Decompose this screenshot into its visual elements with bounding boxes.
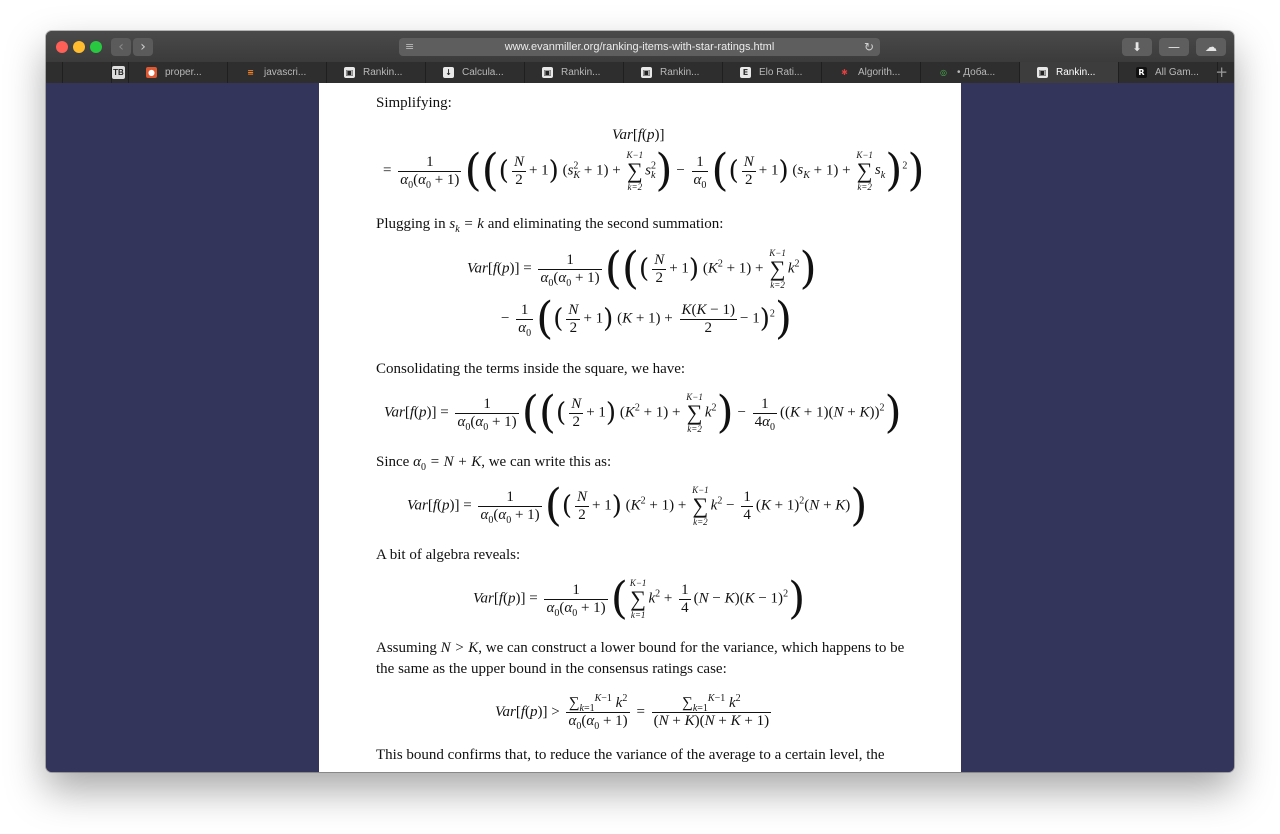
- pinned-tab[interactable]: [46, 62, 63, 83]
- tab-label: Rankin...: [561, 67, 601, 78]
- browser-toolbar: [46, 31, 1234, 63]
- downloads-button[interactable]: ⬇: [1122, 38, 1152, 56]
- cloud-tabs-button[interactable]: ☁: [1196, 38, 1226, 56]
- r-logo-icon: R: [1136, 67, 1147, 78]
- paragraph-plugging: Plugging in $s_k = k$ and eliminating the second summation:: [376, 216, 724, 235]
- algorithm-icon: ✱: [839, 67, 850, 78]
- close-window-button[interactable]: [56, 41, 68, 53]
- browser-tab[interactable]: [624, 62, 723, 83]
- evanmiller-icon: ▣: [345, 68, 354, 77]
- equation-5: Var[f(p)] = $\frac{1}{\alpha_0(\alpha_0 + 1)}$ ( K−1 ∑ k=1 $k^2$ + $\frac{1}{4}$ $(N - K)(K - 1)^2$): [473, 573, 806, 624]
- pinned-tab[interactable]: [63, 62, 112, 83]
- browser-tab[interactable]: [1119, 62, 1218, 83]
- tab-label: javascri...: [264, 67, 307, 78]
- tab-label: All Gam...: [1155, 67, 1199, 78]
- paragraph-algebra: A bit of algebra reveals:: [376, 547, 521, 563]
- equation-6: Var[f(p)] > $\frac{\sum_{k=1}^{K-1} k^2}{\alpha_0(\alpha_0 + 1)}$ = $\frac{\sum_{k=1}^{K-1} k^2}{(N + K)(N + K + 1)}$: [495, 693, 770, 732]
- zoom-window-button[interactable]: [90, 41, 102, 53]
- download-site-icon: ↓: [443, 67, 454, 78]
- browser-tab[interactable]: [525, 62, 624, 83]
- evanmiller-icon: ▣: [543, 68, 552, 77]
- evanmiller-icon: ▣: [642, 68, 651, 77]
- equation-2-line-2: − $\frac{1}{\alpha_0}$ (( $\frac{N}{2}$ + 1) (K + 1) + $\frac{K(K - 1)}{2}$ − 1)$^2$): [501, 293, 793, 344]
- elo-icon: E: [740, 67, 751, 78]
- browser-tab[interactable]: [921, 62, 1020, 83]
- evanmiller-icon: ▣: [1038, 68, 1047, 77]
- pinned-tab-tb[interactable]: [112, 62, 129, 83]
- reader-mode-icon[interactable]: ≡: [405, 40, 415, 53]
- equation-2: Var[f(p)] = $\frac{1}{\alpha_0(\alpha_0 + 1)}$ ((( $\frac{N}{2}$ + 1) $(K^2 + 1)$ + K−1 ∑ k=2 $k^2$): [467, 243, 817, 294]
- paragraph-since: Since $\alpha_0 = N + K$, we can write this as:: [376, 454, 612, 473]
- tab-label: Rankin...: [1056, 67, 1096, 78]
- tb-icon: TB: [113, 68, 124, 77]
- equation-1: = $\frac{1}{\alpha_0(\alpha_0 + 1)}$ ((( $\frac{N}{2}$ + 1) $(s^2_K + 1)$ + K−1 ∑ k=2 $s^2_k$) − $\frac{1}{\alpha_0}$ (( $\frac{N}{2}$ + 1) $(s_K + 1)$ + K−1 ∑ k=2 $s_k)^2$): [383, 145, 925, 196]
- tab-label: proper...: [165, 67, 202, 78]
- tab-label: Algorith...: [858, 67, 901, 78]
- browser-tab[interactable]: [129, 62, 228, 83]
- duckduckgo-icon: ●: [146, 67, 157, 78]
- equation-1-header: Var[f(p)]: [612, 127, 665, 143]
- tab-label: Rankin...: [660, 67, 700, 78]
- tab-bar: [46, 62, 1234, 84]
- tab-label: Calcula...: [462, 67, 504, 78]
- paragraph-assuming: Assuming N > K, we can construct a lower bound for the variance, which happens to be the same as the upper bound in the consensus ratings case:: [376, 640, 905, 677]
- stackoverflow-icon: ≡: [245, 67, 256, 78]
- article: [319, 83, 961, 772]
- page-content: [46, 83, 1234, 772]
- tab-label: Elo Rati...: [759, 67, 803, 78]
- new-tab-button[interactable]: +: [1215, 63, 1228, 81]
- paragraph-consolidating: Consolidating the terms inside the square, we have:: [376, 361, 686, 377]
- back-button[interactable]: ‹: [111, 38, 131, 56]
- browser-tab[interactable]: [426, 62, 525, 83]
- equation-4: Var[f(p)] = $\frac{1}{\alpha_0(\alpha_0 + 1)}$ (( $\frac{N}{2}$ + 1) $(K^2 + 1)$ + K−1 ∑ k=2 $k^2$ − $\frac{1}{4}$ $(K + 1)^2(N + K)$): [407, 480, 868, 531]
- browser-tab[interactable]: [327, 62, 426, 83]
- paragraph-simplifying: Simplifying:: [376, 95, 452, 111]
- browser-tab[interactable]: [1020, 62, 1119, 83]
- reload-icon[interactable]: ↻: [863, 40, 874, 54]
- browser-window: [46, 31, 1234, 772]
- green-logo-icon: ◎: [938, 67, 949, 78]
- paragraph-bound: This bound confirms that, to reduce the variance of the average to a certain level, the: [376, 747, 885, 763]
- forward-button[interactable]: ›: [133, 38, 153, 56]
- url-text: www.evanmiller.org/ranking-items-with-star-ratings.html: [504, 41, 775, 53]
- minimize-window-button[interactable]: [73, 41, 85, 53]
- tab-label: Rankin...: [363, 67, 403, 78]
- tab-label: • Доба...: [957, 67, 996, 78]
- browser-tab[interactable]: [822, 62, 921, 83]
- address-bar[interactable]: [399, 38, 880, 56]
- equation-3: Var[f(p)] = $\frac{1}{\alpha_0(\alpha_0 + 1)}$ ((( $\frac{N}{2}$ + 1) $(K^2 + 1)$ + K−1 ∑ k=2 $k^2$) − $\frac{1}{4\alpha_0}$ $((K + 1)(N + K))^2$): [384, 387, 902, 438]
- browser-tab[interactable]: [723, 62, 822, 83]
- browser-tab[interactable]: [228, 62, 327, 83]
- minus-button[interactable]: —: [1159, 38, 1189, 56]
